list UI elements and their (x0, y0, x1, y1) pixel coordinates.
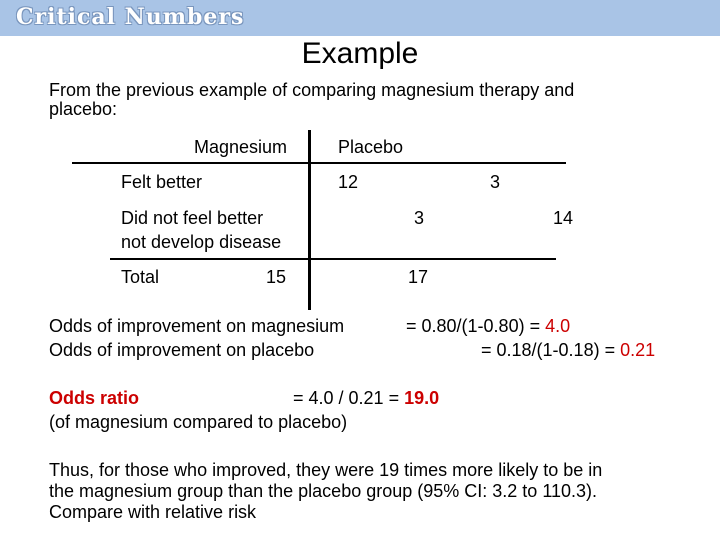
cell-felt-better-magnesium: 12 (338, 172, 359, 192)
odds-magnesium-formula: = 0.80/(1-0.80) = (406, 316, 546, 336)
conclusion-line-2: the magnesium group than the placebo group (95% CI: 3.2 to 110.3). (49, 481, 598, 501)
cell-felt-better-placebo: 3 (490, 172, 501, 192)
odds-ratio-note: (of magnesium compared to placebo) (49, 412, 348, 432)
row-label-felt-better: Felt better (121, 172, 203, 192)
col-header-placebo: Placebo (338, 137, 404, 157)
odds-magnesium-value: 4.0 (545, 316, 571, 336)
table-total-rule (110, 258, 556, 260)
cell-not-better-magnesium: 3 (414, 208, 425, 228)
row-label-not-better-line-2: not develop disease (121, 232, 282, 252)
cell-total-placebo: 17 (408, 267, 429, 287)
odds-ratio-label: Odds ratio (49, 388, 140, 408)
intro-line-2: placebo: (49, 99, 118, 119)
col-header-magnesium: Magnesium (194, 137, 288, 157)
conclusion-line-3: Compare with relative risk (49, 502, 257, 522)
odds-magnesium-calc (406, 316, 570, 336)
odds-placebo-formula: = 0.18/(1-0.18) = (481, 340, 621, 360)
odds-placebo-label: Odds of improvement on placebo (49, 340, 315, 360)
row-label-not-better-line-1: Did not feel better (121, 208, 264, 228)
table-header-rule (72, 162, 566, 164)
odds-magnesium-label: Odds of improvement on magnesium (49, 316, 345, 336)
cell-total-magnesium: 15 (266, 267, 287, 287)
table-vertical-divider (308, 130, 311, 310)
header-banner (0, 0, 720, 36)
conclusion-line-1: Thus, for those who improved, they were 19 times more likely to be in (49, 460, 603, 480)
odds-placebo-calc (481, 340, 655, 360)
page-title: Example (301, 37, 419, 70)
cell-not-better-placebo: 14 (553, 208, 574, 228)
odds-ratio-value: 19.0 (404, 388, 440, 408)
odds-ratio-formula: = 4.0 / 0.21 = (293, 388, 405, 408)
intro-line-1: From the previous example of comparing magnesium therapy and (49, 80, 575, 100)
row-label-total: Total (121, 267, 160, 287)
odds-placebo-value: 0.21 (620, 340, 656, 360)
header-banner-text: Critical Numbers (16, 4, 245, 30)
odds-ratio-calc (293, 388, 439, 408)
